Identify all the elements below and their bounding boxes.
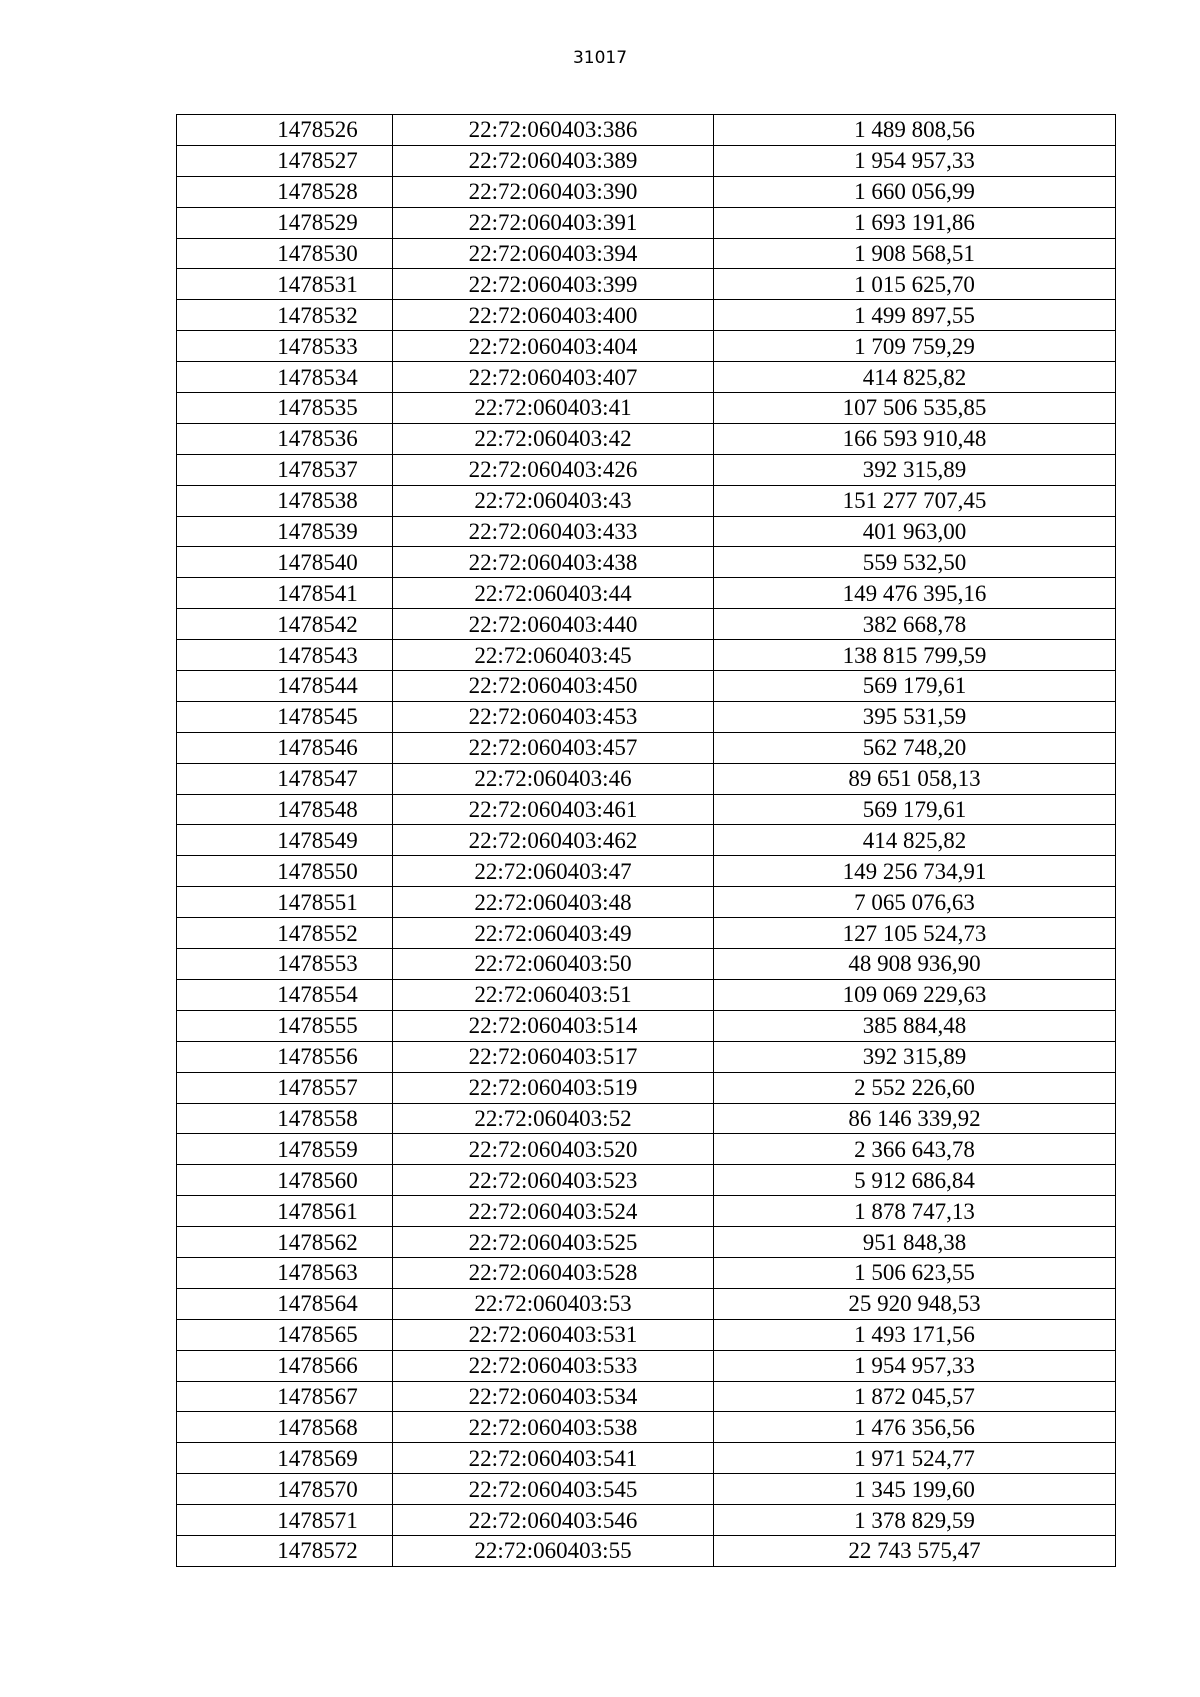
cadastral-value-cell: 22 743 575,47 <box>714 1535 1116 1566</box>
row-number-cell: 1478562 <box>177 1227 393 1258</box>
cadastral-value-cell: 951 848,38 <box>714 1227 1116 1258</box>
table-row <box>177 1381 1116 1412</box>
cadastral-number-cell: 22:72:060403:47 <box>393 856 714 887</box>
registry-table-body <box>177 115 1116 1567</box>
table-row <box>177 547 1116 578</box>
row-number-cell: 1478564 <box>177 1288 393 1319</box>
row-number-cell: 1478563 <box>177 1257 393 1288</box>
row-number-cell: 1478559 <box>177 1134 393 1165</box>
table-row <box>177 1412 1116 1443</box>
table-row <box>177 763 1116 794</box>
cadastral-value-cell: 395 531,59 <box>714 701 1116 732</box>
cadastral-value-cell: 1 499 897,55 <box>714 300 1116 331</box>
row-number-cell: 1478569 <box>177 1443 393 1474</box>
row-number-cell: 1478566 <box>177 1350 393 1381</box>
cadastral-value-cell: 151 277 707,45 <box>714 485 1116 516</box>
row-number-cell: 1478532 <box>177 300 393 331</box>
cadastral-value-cell: 127 105 524,73 <box>714 918 1116 949</box>
cadastral-value-cell: 1 345 199,60 <box>714 1474 1116 1505</box>
row-number-cell: 1478561 <box>177 1196 393 1227</box>
cadastral-number-cell: 22:72:060403:53 <box>393 1288 714 1319</box>
row-number-cell: 1478551 <box>177 887 393 918</box>
cadastral-value-cell: 2 366 643,78 <box>714 1134 1116 1165</box>
table-row <box>177 794 1116 825</box>
table-row <box>177 979 1116 1010</box>
cadastral-value-cell: 1 971 524,77 <box>714 1443 1116 1474</box>
cadastral-value-cell: 569 179,61 <box>714 671 1116 702</box>
cadastral-number-cell: 22:72:060403:525 <box>393 1227 714 1258</box>
table-row <box>177 701 1116 732</box>
row-number-cell: 1478556 <box>177 1041 393 1072</box>
row-number-cell: 1478549 <box>177 825 393 856</box>
cadastral-value-cell: 109 069 229,63 <box>714 979 1116 1010</box>
table-row <box>177 856 1116 887</box>
table-row <box>177 393 1116 424</box>
cadastral-value-cell: 1 378 829,59 <box>714 1505 1116 1536</box>
cadastral-number-cell: 22:72:060403:534 <box>393 1381 714 1412</box>
table-row <box>177 1257 1116 1288</box>
cadastral-value-cell: 5 912 686,84 <box>714 1165 1116 1196</box>
row-number-cell: 1478558 <box>177 1103 393 1134</box>
row-number-cell: 1478554 <box>177 979 393 1010</box>
table-row <box>177 207 1116 238</box>
table-row <box>177 1350 1116 1381</box>
row-number-cell: 1478546 <box>177 732 393 763</box>
row-number-cell: 1478543 <box>177 640 393 671</box>
table-row <box>177 115 1116 146</box>
cadastral-value-cell: 89 651 058,13 <box>714 763 1116 794</box>
row-number-cell: 1478572 <box>177 1535 393 1566</box>
cadastral-number-cell: 22:72:060403:433 <box>393 516 714 547</box>
cadastral-value-cell: 166 593 910,48 <box>714 423 1116 454</box>
cadastral-number-cell: 22:72:060403:514 <box>393 1010 714 1041</box>
cadastral-value-cell: 569 179,61 <box>714 794 1116 825</box>
cadastral-number-cell: 22:72:060403:389 <box>393 145 714 176</box>
row-number-cell: 1478535 <box>177 393 393 424</box>
cadastral-value-cell: 2 552 226,60 <box>714 1072 1116 1103</box>
table-row <box>177 1010 1116 1041</box>
cadastral-value-cell: 1 015 625,70 <box>714 269 1116 300</box>
cadastral-number-cell: 22:72:060403:546 <box>393 1505 714 1536</box>
table-row <box>177 671 1116 702</box>
row-number-cell: 1478540 <box>177 547 393 578</box>
cadastral-value-cell: 414 825,82 <box>714 825 1116 856</box>
row-number-cell: 1478538 <box>177 485 393 516</box>
cadastral-number-cell: 22:72:060403:453 <box>393 701 714 732</box>
table-row <box>177 1443 1116 1474</box>
cadastral-number-cell: 22:72:060403:457 <box>393 732 714 763</box>
table-row <box>177 1505 1116 1536</box>
table-row <box>177 1474 1116 1505</box>
table-row <box>177 949 1116 980</box>
row-number-cell: 1478528 <box>177 176 393 207</box>
cadastral-value-cell: 138 815 799,59 <box>714 640 1116 671</box>
table-row <box>177 362 1116 393</box>
table-row <box>177 1196 1116 1227</box>
cadastral-number-cell: 22:72:060403:399 <box>393 269 714 300</box>
table-row <box>177 578 1116 609</box>
row-number-cell: 1478529 <box>177 207 393 238</box>
row-number-cell: 1478542 <box>177 609 393 640</box>
cadastral-value-cell: 401 963,00 <box>714 516 1116 547</box>
cadastral-value-cell: 1 506 623,55 <box>714 1257 1116 1288</box>
cadastral-value-cell: 149 476 395,16 <box>714 578 1116 609</box>
cadastral-value-cell: 414 825,82 <box>714 362 1116 393</box>
cadastral-number-cell: 22:72:060403:524 <box>393 1196 714 1227</box>
cadastral-number-cell: 22:72:060403:44 <box>393 578 714 609</box>
cadastral-number-cell: 22:72:060403:41 <box>393 393 714 424</box>
row-number-cell: 1478531 <box>177 269 393 300</box>
table-row <box>177 331 1116 362</box>
row-number-cell: 1478571 <box>177 1505 393 1536</box>
cadastral-value-cell: 1 954 957,33 <box>714 1350 1116 1381</box>
cadastral-value-cell: 1 489 808,56 <box>714 115 1116 146</box>
cadastral-value-cell: 559 532,50 <box>714 547 1116 578</box>
row-number-cell: 1478539 <box>177 516 393 547</box>
cadastral-number-cell: 22:72:060403:50 <box>393 949 714 980</box>
cadastral-value-cell: 1 660 056,99 <box>714 176 1116 207</box>
registry-table <box>176 114 1116 1567</box>
cadastral-number-cell: 22:72:060403:46 <box>393 763 714 794</box>
table-row <box>177 269 1116 300</box>
row-number-cell: 1478555 <box>177 1010 393 1041</box>
row-number-cell: 1478533 <box>177 331 393 362</box>
cadastral-value-cell: 562 748,20 <box>714 732 1116 763</box>
cadastral-number-cell: 22:72:060403:48 <box>393 887 714 918</box>
cadastral-value-cell: 48 908 936,90 <box>714 949 1116 980</box>
row-number-cell: 1478552 <box>177 918 393 949</box>
cadastral-number-cell: 22:72:060403:394 <box>393 238 714 269</box>
table-row <box>177 516 1116 547</box>
row-number-cell: 1478527 <box>177 145 393 176</box>
cadastral-number-cell: 22:72:060403:45 <box>393 640 714 671</box>
row-number-cell: 1478537 <box>177 454 393 485</box>
cadastral-number-cell: 22:72:060403:450 <box>393 671 714 702</box>
table-row <box>177 238 1116 269</box>
cadastral-number-cell: 22:72:060403:438 <box>393 547 714 578</box>
table-row <box>177 1041 1116 1072</box>
table-row <box>177 300 1116 331</box>
table-row <box>177 1288 1116 1319</box>
table-row <box>177 1227 1116 1258</box>
row-number-cell: 1478547 <box>177 763 393 794</box>
cadastral-value-cell: 1 709 759,29 <box>714 331 1116 362</box>
cadastral-value-cell: 1 908 568,51 <box>714 238 1116 269</box>
row-number-cell: 1478526 <box>177 115 393 146</box>
row-number-cell: 1478567 <box>177 1381 393 1412</box>
cadastral-value-cell: 1 954 957,33 <box>714 145 1116 176</box>
cadastral-number-cell: 22:72:060403:51 <box>393 979 714 1010</box>
table-row <box>177 1103 1116 1134</box>
cadastral-value-cell: 25 920 948,53 <box>714 1288 1116 1319</box>
cadastral-value-cell: 7 065 076,63 <box>714 887 1116 918</box>
cadastral-number-cell: 22:72:060403:462 <box>393 825 714 856</box>
cadastral-number-cell: 22:72:060403:55 <box>393 1535 714 1566</box>
table-row <box>177 454 1116 485</box>
cadastral-value-cell: 1 878 747,13 <box>714 1196 1116 1227</box>
cadastral-value-cell: 385 884,48 <box>714 1010 1116 1041</box>
table-row <box>177 1165 1116 1196</box>
row-number-cell: 1478545 <box>177 701 393 732</box>
cadastral-number-cell: 22:72:060403:528 <box>393 1257 714 1288</box>
cadastral-number-cell: 22:72:060403:391 <box>393 207 714 238</box>
cadastral-number-cell: 22:72:060403:523 <box>393 1165 714 1196</box>
table-row <box>177 176 1116 207</box>
cadastral-number-cell: 22:72:060403:49 <box>393 918 714 949</box>
cadastral-value-cell: 107 506 535,85 <box>714 393 1116 424</box>
table-row <box>177 887 1116 918</box>
cadastral-number-cell: 22:72:060403:531 <box>393 1319 714 1350</box>
cadastral-number-cell: 22:72:060403:545 <box>393 1474 714 1505</box>
table-row <box>177 609 1116 640</box>
cadastral-value-cell: 149 256 734,91 <box>714 856 1116 887</box>
cadastral-value-cell: 1 493 171,56 <box>714 1319 1116 1350</box>
table-row <box>177 640 1116 671</box>
cadastral-number-cell: 22:72:060403:538 <box>393 1412 714 1443</box>
row-number-cell: 1478530 <box>177 238 393 269</box>
cadastral-number-cell: 22:72:060403:519 <box>393 1072 714 1103</box>
row-number-cell: 1478553 <box>177 949 393 980</box>
row-number-cell: 1478557 <box>177 1072 393 1103</box>
cadastral-number-cell: 22:72:060403:52 <box>393 1103 714 1134</box>
row-number-cell: 1478548 <box>177 794 393 825</box>
cadastral-number-cell: 22:72:060403:407 <box>393 362 714 393</box>
cadastral-value-cell: 1 476 356,56 <box>714 1412 1116 1443</box>
table-row <box>177 423 1116 454</box>
row-number-cell: 1478541 <box>177 578 393 609</box>
row-number-cell: 1478560 <box>177 1165 393 1196</box>
row-number-cell: 1478570 <box>177 1474 393 1505</box>
cadastral-number-cell: 22:72:060403:533 <box>393 1350 714 1381</box>
cadastral-number-cell: 22:72:060403:426 <box>393 454 714 485</box>
cadastral-value-cell: 86 146 339,92 <box>714 1103 1116 1134</box>
row-number-cell: 1478568 <box>177 1412 393 1443</box>
table-row <box>177 732 1116 763</box>
cadastral-number-cell: 22:72:060403:404 <box>393 331 714 362</box>
cadastral-value-cell: 392 315,89 <box>714 454 1116 485</box>
cadastral-number-cell: 22:72:060403:42 <box>393 423 714 454</box>
table-row <box>177 825 1116 856</box>
row-number-cell: 1478536 <box>177 423 393 454</box>
cadastral-value-cell: 392 315,89 <box>714 1041 1116 1072</box>
cadastral-value-cell: 382 668,78 <box>714 609 1116 640</box>
cadastral-number-cell: 22:72:060403:461 <box>393 794 714 825</box>
row-number-cell: 1478544 <box>177 671 393 702</box>
row-number-cell: 1478565 <box>177 1319 393 1350</box>
cadastral-number-cell: 22:72:060403:386 <box>393 115 714 146</box>
table-row <box>177 1072 1116 1103</box>
cadastral-number-cell: 22:72:060403:440 <box>393 609 714 640</box>
table-row <box>177 918 1116 949</box>
cadastral-value-cell: 1 693 191,86 <box>714 207 1116 238</box>
cadastral-number-cell: 22:72:060403:517 <box>393 1041 714 1072</box>
page-number: 31017 <box>572 48 628 68</box>
table-row <box>177 145 1116 176</box>
cadastral-number-cell: 22:72:060403:520 <box>393 1134 714 1165</box>
cadastral-number-cell: 22:72:060403:43 <box>393 485 714 516</box>
table-row <box>177 1134 1116 1165</box>
cadastral-number-cell: 22:72:060403:390 <box>393 176 714 207</box>
table-row <box>177 485 1116 516</box>
table-row <box>177 1535 1116 1566</box>
row-number-cell: 1478550 <box>177 856 393 887</box>
row-number-cell: 1478534 <box>177 362 393 393</box>
cadastral-value-cell: 1 872 045,57 <box>714 1381 1116 1412</box>
cadastral-number-cell: 22:72:060403:541 <box>393 1443 714 1474</box>
cadastral-number-cell: 22:72:060403:400 <box>393 300 714 331</box>
table-row <box>177 1319 1116 1350</box>
